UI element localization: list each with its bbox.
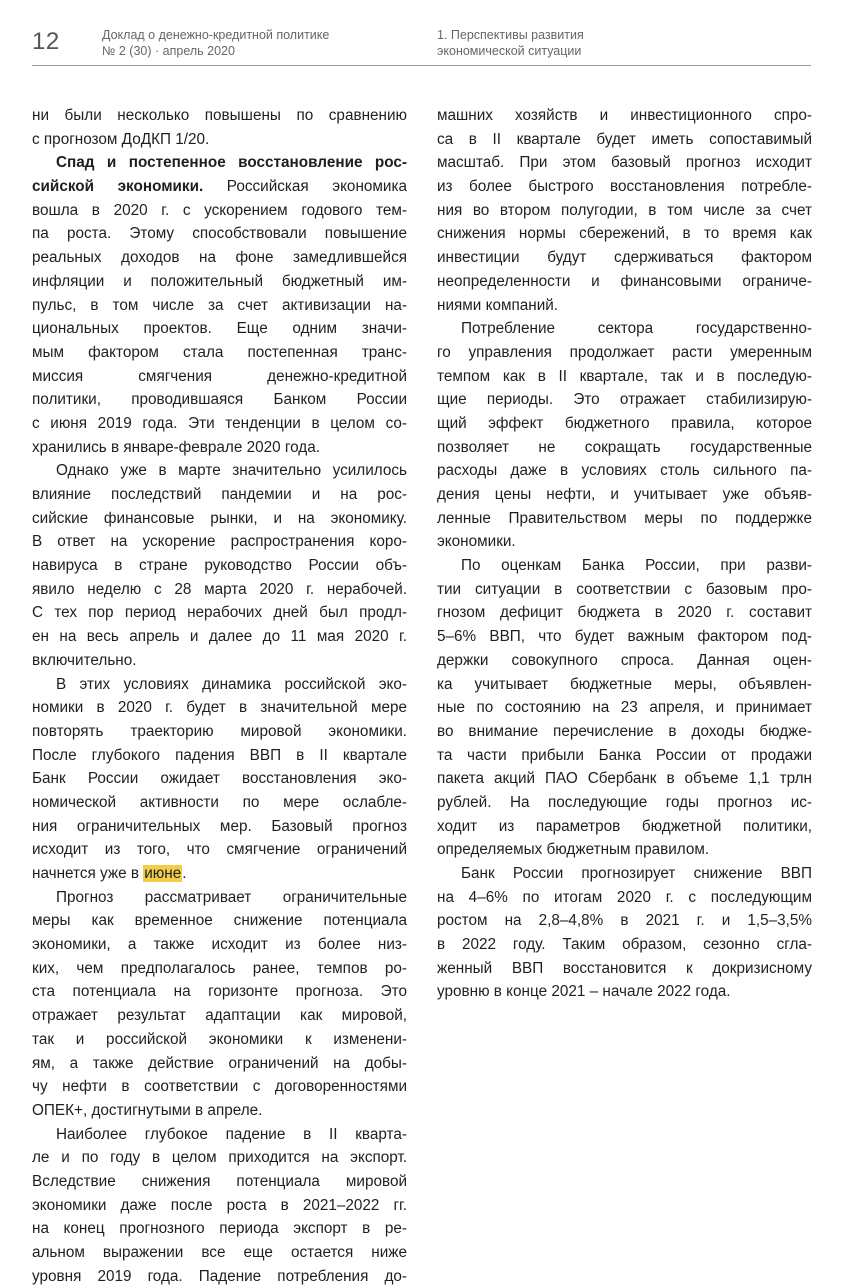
text-line: По оценкам Банка России, при разви- <box>461 557 812 575</box>
text-line: темпом как в II квартале, так и в последую- <box>437 367 812 385</box>
section-title-line: экономической ситуации <box>437 44 582 58</box>
text-line: Потребление сектора государственно- <box>461 320 812 338</box>
text-fragment: Российская экономика <box>203 178 407 196</box>
section-title-line: 1. Перспективы развития <box>437 28 584 42</box>
right-column <box>437 104 812 1004</box>
text-line: циональных проектов. Еще одним значи- <box>32 320 407 338</box>
text-fragment: . <box>182 865 187 882</box>
text-line: с прогнозом ДоДКП 1/20. <box>32 130 210 148</box>
text-line: отражает результат адаптации как мировой, <box>32 1007 407 1025</box>
text-line: сийские финансовые рынки, и на экономику. <box>32 509 407 527</box>
text-line: альном выражении все еще остается ниже <box>32 1244 407 1261</box>
paragraph <box>437 862 812 1004</box>
text-line: ких, чем предполагалось ранее, темпов ро- <box>32 959 407 977</box>
text-line: ростом на 2,8–4,8% в 2021 г. и 1,5–3,5% <box>437 912 812 930</box>
text-line: тии ситуации в соответствии с базовым про- <box>437 580 812 598</box>
text-fragment: начнется уже в <box>32 865 144 882</box>
text-line: позволяет не сокращать государственные <box>437 438 812 456</box>
highlighted-word: июне <box>144 865 182 882</box>
text-line: уровню в конце 2021 – начале 2022 года. <box>437 983 731 1001</box>
text-line: хранились в январе-феврале 2020 года. <box>32 438 320 456</box>
page-number: 12 <box>32 28 60 55</box>
text-line: гнозом дефицит бюджета в 2020 г. составит <box>437 604 812 622</box>
text-line: Наиболее глубокое падение в II кварта- <box>56 1125 407 1143</box>
text-line: го управления продолжает расти умеренным <box>437 343 812 361</box>
text-line: ния во втором полугодии, в том числе за счет <box>437 201 812 219</box>
text-line: вошла в 2020 г. с ускорением годового тем- <box>32 201 407 219</box>
text-line <box>32 862 407 886</box>
text-line: во внимание перечисление в доходы бюдже- <box>437 722 812 740</box>
text-line: пульс, в том числе за счет активизации на- <box>32 296 407 314</box>
text-line: ни были несколько повышены по сравнению <box>32 107 407 124</box>
text-line: держки совокупного спроса. Данная оцен- <box>437 651 812 669</box>
text-line: 5–6% ВВП, что будет важным фактором под- <box>437 628 812 646</box>
paragraph <box>32 151 407 459</box>
text-line: экономики, а также исходит из более низ- <box>32 936 407 954</box>
text-line: навируса в стране руководство России объ- <box>32 557 407 575</box>
text-line: миссия смягчения денежно-кредитной <box>32 367 407 385</box>
paragraph <box>32 886 407 1123</box>
text-line: Прогноз рассматривает ограничительные <box>56 888 407 906</box>
report-issue-line: № 2 (30) · апрель 2020 <box>102 44 235 58</box>
text-line: инвестиции будут сдерживаться фактором <box>437 249 812 267</box>
text-line <box>32 151 407 175</box>
text-line: щие периоды. Это отражает стабилизирую- <box>437 391 812 409</box>
text-line: номики в 2020 г. будет в значительной мере <box>32 699 407 717</box>
section-heading: Спад и постепенное восстановление рос- <box>56 154 407 172</box>
text-line: с июня 2019 года. Эти тенденции в целом со- <box>32 414 407 432</box>
text-line: С тех пор период нерабочих дней был продл- <box>32 604 407 622</box>
text-line: влияние последствий пандемии и на рос- <box>32 486 407 503</box>
text-line: Вследствие снижения потенциала мировой <box>32 1172 407 1190</box>
text-line: мым фактором стала постепенная транс- <box>32 343 407 361</box>
text-line: ходит из параметров бюджетной политики, <box>437 817 812 835</box>
text-line: экономики. <box>437 533 516 551</box>
text-line: экономики даже после роста в 2021–2022 гг. <box>32 1196 407 1214</box>
text-line: ям, а также действие ограничений на добы- <box>32 1054 407 1072</box>
text-line: ка учитывает бюджетные меры, объявлен- <box>437 675 812 693</box>
text-line: так и российской экономики к изменени- <box>32 1030 407 1048</box>
text-line: в 2022 году. Таким образом, сезонно сгла- <box>437 936 812 954</box>
text-line: ле и по году в целом приходится на экспорт. <box>32 1149 407 1167</box>
text-line: расходы даже в условиях столь сильного па- <box>437 462 812 480</box>
text-line: ста потенциала на горизонте прогноза. Это <box>32 983 407 1001</box>
text-line: Однако уже в марте значительно усилилось <box>56 462 407 480</box>
text-line: масштаб. При этом базовый прогноз исходит <box>437 154 812 172</box>
text-line: снижения нормы сбережений, в то время как <box>437 225 812 243</box>
text-line: рублей. На последующие годы прогноз ис- <box>437 793 812 811</box>
text-line: Банк России ожидает восстановления эко- <box>32 770 407 788</box>
text-line: инфляции и положительный бюджетный им- <box>32 272 407 290</box>
paragraph <box>437 317 812 554</box>
text-line: чу нефти в соответствии с договоренностями <box>32 1078 407 1096</box>
text-line: та части прибыли Банка России от продажи <box>437 746 812 764</box>
text-line: ОПЕК+, достигнутыми в апреле. <box>32 1101 263 1119</box>
text-line: ния ограничительных мер. Базовый прогноз <box>32 817 407 835</box>
text-line: на 4–6% по итогам 2020 г. с последующим <box>437 888 812 906</box>
page-header <box>32 24 811 66</box>
text-line <box>32 175 407 199</box>
report-title <box>102 27 329 59</box>
text-line: реальных доходов на фоне замедлившейся <box>32 249 407 267</box>
text-line: меры как временное снижение потенциала <box>32 912 407 930</box>
text-line: пакета акций ПАО Сбербанк в объеме 1,1 трлн <box>437 770 812 788</box>
text-line: В ответ на ускорение распространения коро- <box>32 533 407 551</box>
paragraph <box>437 554 812 862</box>
text-line: явило неделю с 28 марта 2020 г. нерабочей. <box>32 580 407 598</box>
text-line: уровня 2019 года. Падение потребления до- <box>32 1267 407 1285</box>
text-line: машних хозяйств и инвестиционного спро- <box>437 107 812 124</box>
text-line: неопределенности и финансовыми ограниче- <box>437 272 812 290</box>
text-line: исходит из того, что смягчение ограничений <box>32 841 407 859</box>
text-line: дения цены нефти, и учитывает уже объяв- <box>437 486 812 503</box>
text-line: номической активности по мере ослабле- <box>32 793 407 811</box>
section-heading: сийской экономики. <box>32 178 204 196</box>
text-line: женный ВВП восстановится к докризисному <box>437 959 812 977</box>
text-line: ен на весь апрель и далее до 11 мая 2020 г. <box>32 628 407 646</box>
section-title <box>437 27 584 59</box>
text-line: ленные Правительством меры по поддержке <box>437 509 812 527</box>
report-title-line: Доклад о денежно-кредитной политике <box>102 28 330 42</box>
text-line: повторять траекторию мировой экономики. <box>32 722 407 740</box>
text-line: ные по состоянию на 23 апреля, и принимает <box>437 699 812 717</box>
paragraph <box>32 459 407 672</box>
text-line: щий эффект бюджетного правила, которое <box>437 414 812 432</box>
paragraph <box>32 1123 407 1288</box>
text-line: В этих условиях динамика российской эко- <box>56 675 407 693</box>
text-line: включительно. <box>32 651 137 669</box>
text-line: па роста. Этому способствовали повышение <box>32 225 407 243</box>
text-line: Банк России прогнозирует снижение ВВП <box>461 865 812 882</box>
text-line: из более быстрого восстановления потребле- <box>437 178 812 196</box>
text-line: са в II квартале будет иметь сопоставимый <box>437 130 812 148</box>
paragraph <box>437 104 812 317</box>
text-line: После глубокого падения ВВП в II квартале <box>32 746 407 764</box>
left-column <box>32 104 407 1288</box>
paragraph <box>32 104 407 151</box>
text-line: определяемых бюджетным правилом. <box>437 841 710 859</box>
text-line: ниями компаний. <box>437 296 559 314</box>
text-line: политики, проводившаяся Банком России <box>32 391 407 409</box>
text-line: на конец прогнозного периода экспорт в ре- <box>32 1220 407 1238</box>
paragraph <box>32 673 407 886</box>
